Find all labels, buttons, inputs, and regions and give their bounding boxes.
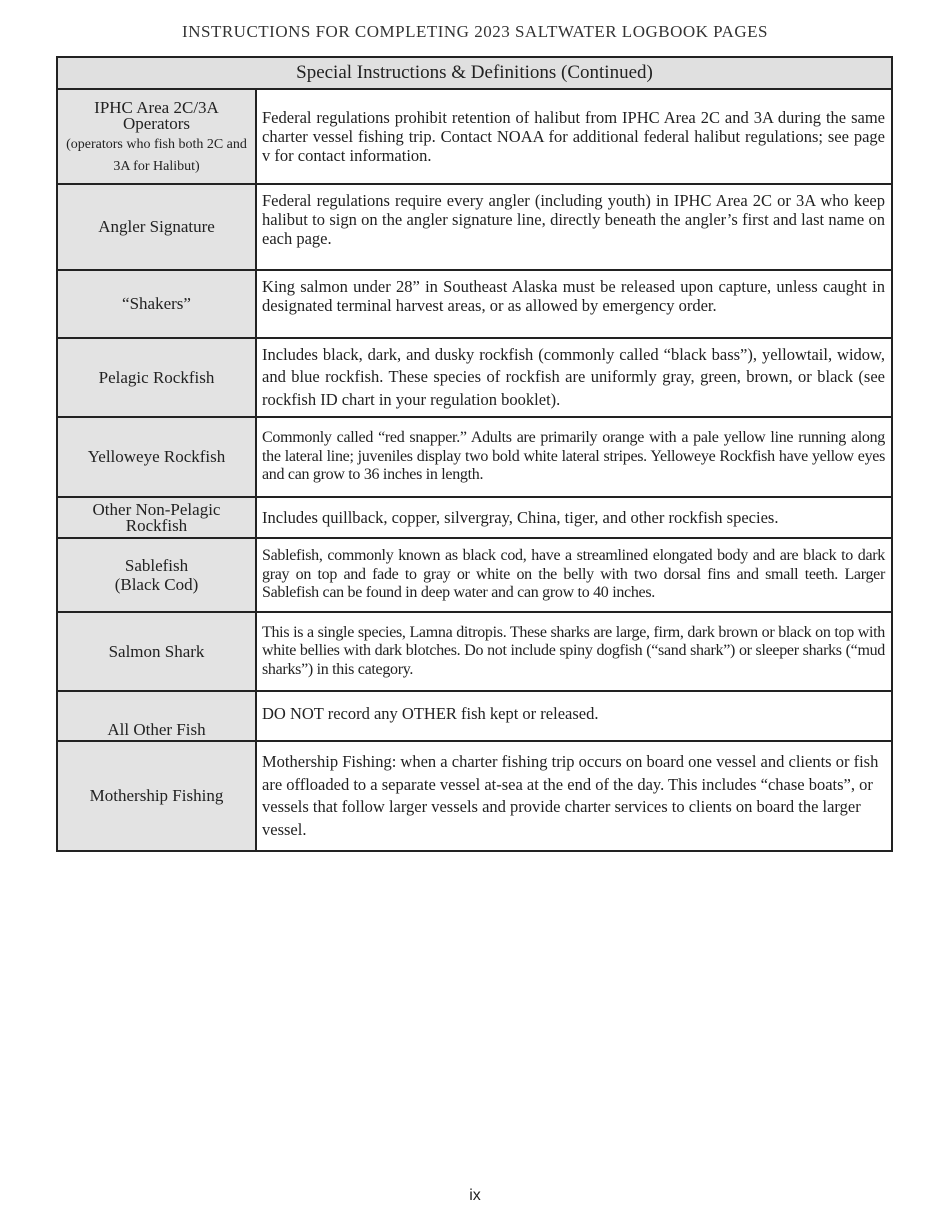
definition-cell: DO NOT record any OTHER fish kept or released. [262, 704, 599, 723]
term-cell [58, 90, 257, 183]
definition-cell: Mothership Fishing: when a charter fishing trip occurs on board one vessel and clients or fish are offloaded to a separate vessel at-sea at the end of the day. This includes “chase boats”, or vessels that follow larger vessels and provide charter services to clients on board the larger vessel. [262, 752, 879, 839]
table-row [58, 90, 891, 185]
term-cell [58, 742, 257, 850]
term-label: Other Non-Pelagic Rockfish [92, 499, 221, 535]
term-cell [58, 339, 257, 416]
definition-cell: This is a single species, Lamna ditropis. These sharks are large, firm, dark brown or black on top with white bellies with dark blotches. Do not include spiny dogfish (“sand shark”) or sleeper sharks (“mud sharks”) in this category. [262, 623, 885, 678]
term-label: All Other Fish [107, 720, 206, 739]
term-cell [58, 271, 257, 337]
page-header: INSTRUCTIONS FOR COMPLETING 2023 SALTWATER LOGBOOK PAGES [182, 22, 768, 41]
table-row [58, 271, 891, 339]
term-cell [58, 539, 257, 611]
term-cell [58, 692, 257, 740]
table-row [58, 418, 891, 498]
table-row [58, 539, 891, 613]
table-row [58, 498, 891, 539]
term-label: Salmon Shark [108, 641, 205, 661]
term-cell [58, 418, 257, 496]
term-label: Angler Signature [98, 217, 215, 236]
definition-cell: King salmon under 28” in Southeast Alaska must be released upon capture, unless caught in designated terminal harvest areas, or as allowed by emergency order. [262, 277, 885, 315]
term-label: Pelagic Rockfish [98, 367, 215, 387]
term-cell [58, 613, 257, 690]
term-cell [58, 185, 257, 269]
table-row [58, 742, 891, 850]
term-label: Sablefish (Black Cod) [114, 556, 199, 594]
term-label: Yelloweye Rockfish [87, 447, 226, 466]
definition-cell: Federal regulations prohibit retention of halibut from IPHC Area 2C and 3A during the same charter vessel fishing trip. Contact NOAA for additional federal halibut regulations; see page v for contact information. [262, 108, 885, 165]
table-row [58, 613, 891, 692]
term-label: “Shakers” [122, 294, 191, 313]
term-cell [58, 498, 257, 537]
table-row [58, 339, 891, 418]
term-label: IPHC Area 2C/3A Operators [94, 98, 219, 133]
term-label: Mothership Fishing [89, 786, 224, 805]
definition-cell: Federal regulations require every angler (including youth) in IPHC Area 2C or 3A who keep halibut to sign on the angler signature line, directly beneath the angler’s first and last name on each page. [262, 191, 885, 248]
table-title: Special Instructions & Definitions (Continued) [58, 58, 891, 90]
table-row [58, 185, 891, 271]
definition-cell: Sablefish, commonly known as black cod, have a streamlined elongated body and are black to dark gray on top and fade to gray or white on the belly with two dorsal fins and small teeth. Larger Sablefish can be found in deep water and can grow to 40 inches. [262, 547, 885, 602]
definition-cell: Commonly called “red snapper.” Adults are primarily orange with a pale yellow line running along the lateral line; juveniles display two bold white lateral stripes. Yelloweye Rockfish have yellow eyes and can grow to 36 inches in length. [262, 429, 885, 484]
term-note: (operators who fish both 2C and 3A for Halibut) [66, 137, 247, 174]
table-row [58, 692, 891, 742]
definitions-table [56, 56, 893, 852]
definition-cell: Includes quillback, copper, silvergray, China, tiger, and other rockfish species. [262, 508, 779, 527]
page-number: ix [469, 1187, 481, 1204]
definition-cell: Includes black, dark, and dusky rockfish (commonly called “black bass”), yellowtail, widow, and blue rockfish. These species of rockfish are uniformly gray, green, brown, or black (see rockfish ID chart in your regulation booklet). [262, 344, 885, 409]
